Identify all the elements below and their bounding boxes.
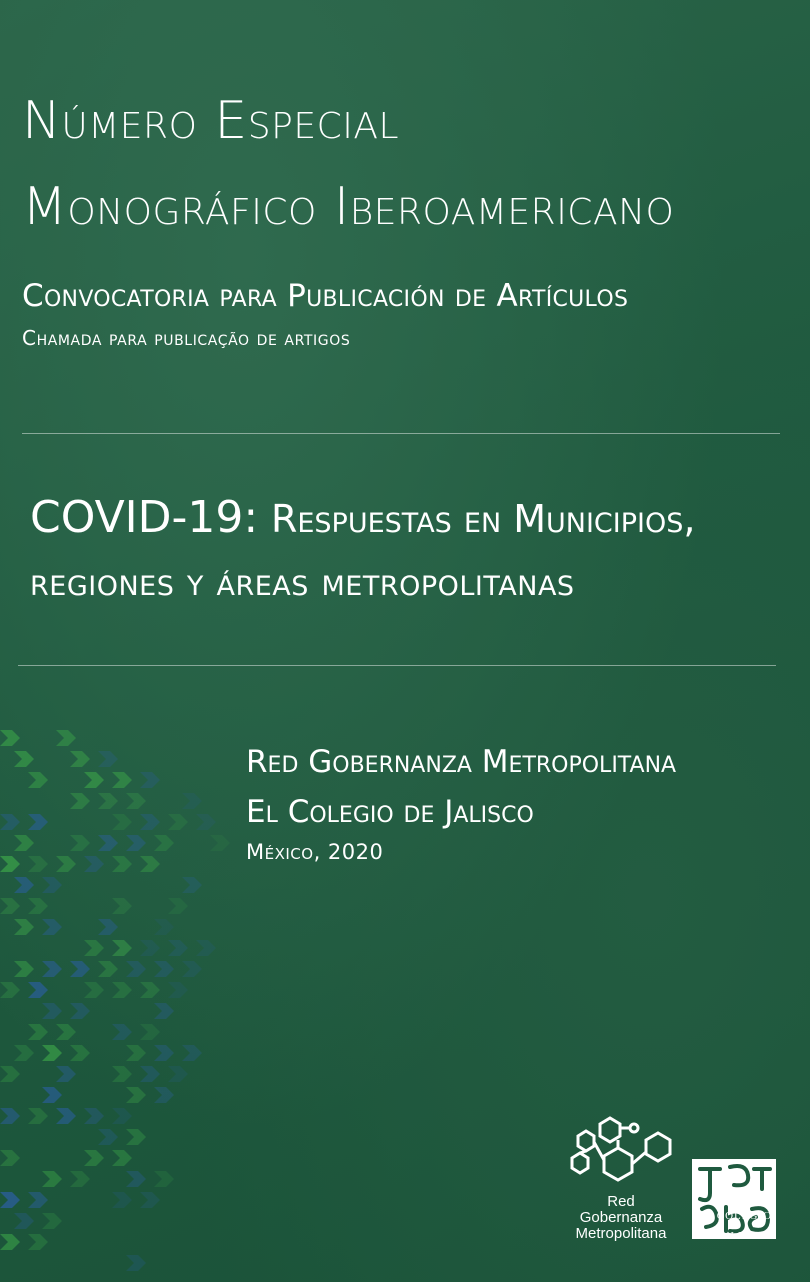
chevron-shape — [28, 856, 48, 872]
colegio-jalisco-logo-text — [690, 1210, 780, 1242]
chevron-shape — [28, 772, 48, 788]
chevron-shape — [56, 1108, 76, 1124]
chevron-shape — [42, 1045, 62, 1061]
chevron-shape — [56, 1024, 76, 1040]
chevron-shape — [168, 1066, 188, 1082]
chevron-shape — [98, 1129, 118, 1145]
chevron-pattern-decoration — [0, 730, 260, 1282]
chevron-shape — [42, 1003, 62, 1019]
chevron-shape — [70, 1003, 90, 1019]
chevron-shape — [112, 814, 132, 830]
chevron-shape — [154, 1003, 174, 1019]
chevron-shape — [112, 856, 132, 872]
divider-top — [22, 433, 780, 434]
chevron-shape — [70, 1171, 90, 1187]
chevron-shape — [168, 940, 188, 956]
chevron-shape — [70, 1045, 90, 1061]
red-logo-line-3: Metropolitana — [575, 1225, 667, 1242]
chevron-shape — [196, 940, 216, 956]
chevron-shape — [0, 1192, 20, 1208]
chevron-shape — [126, 1129, 146, 1145]
chevron-shape — [98, 751, 118, 767]
chevron-shape — [98, 919, 118, 935]
chevron-shape — [140, 814, 160, 830]
chevron-shape — [126, 793, 146, 809]
chevron-shape — [182, 877, 202, 893]
chevron-shape — [140, 856, 160, 872]
chevron-shape — [14, 961, 34, 977]
chevron-shape — [140, 772, 160, 788]
chevron-shape — [112, 982, 132, 998]
chevron-shape — [70, 835, 90, 851]
organizer-red-gobernanza: Red Gobernanza Metropolitana — [246, 744, 677, 780]
chevron-shape — [126, 1171, 146, 1187]
chevron-shape — [182, 961, 202, 977]
divider-bottom — [18, 665, 776, 666]
chevron-shape — [112, 1108, 132, 1124]
chevron-shape — [112, 772, 132, 788]
chevron-shape — [98, 835, 118, 851]
chevron-shape — [70, 751, 90, 767]
chevron-shape — [84, 772, 104, 788]
chevron-shape — [84, 1150, 104, 1166]
chevron-shape — [14, 835, 34, 851]
chevron-shape — [112, 1150, 132, 1166]
chevron-shape — [126, 1255, 146, 1271]
chevron-shape — [42, 877, 62, 893]
title-line-2: Monográfico Iberoamericano — [22, 177, 675, 237]
chevron-shape — [168, 982, 188, 998]
chevron-shape — [126, 1045, 146, 1061]
chevron-shape — [0, 1150, 20, 1166]
red-logo-line-2: Gobernanza — [579, 1209, 663, 1226]
chevron-shape — [168, 898, 188, 914]
chevron-shape — [126, 835, 146, 851]
chevron-shape — [42, 1087, 62, 1103]
chevron-shape — [84, 1108, 104, 1124]
chevron-shape — [140, 1066, 160, 1082]
organizer-colegio-jalisco: El Colegio de Jalisco — [246, 794, 534, 830]
colegio-logo-line-1: EL COLEGIO — [697, 1210, 773, 1222]
chevron-shape — [42, 961, 62, 977]
chevron-shape — [0, 982, 20, 998]
chevron-shape — [14, 1045, 34, 1061]
colegio-jalisco-logo-icon — [690, 1124, 780, 1274]
chevron-shape — [42, 919, 62, 935]
topic-line-2: regiones y áreas metropolitanas — [30, 560, 575, 604]
chevron-shape — [112, 1066, 132, 1082]
chevron-shape — [140, 1024, 160, 1040]
topic-line-1-rest: Respuestas en Municipios, — [270, 497, 696, 541]
chevron-shape — [98, 793, 118, 809]
chevron-shape — [0, 898, 20, 914]
chevron-shape — [196, 814, 216, 830]
chevron-shape — [28, 1024, 48, 1040]
chevron-shape — [112, 898, 132, 914]
place-year: México, 2020 — [246, 840, 384, 864]
chevron-shape — [0, 1108, 20, 1124]
chevron-shape — [28, 1108, 48, 1124]
chevron-shape — [154, 1087, 174, 1103]
chevron-shape — [14, 1213, 34, 1229]
chevron-shape — [56, 856, 76, 872]
chevron-shape — [126, 1087, 146, 1103]
chevron-shape — [112, 940, 132, 956]
topic-prefix: COVID-19: — [30, 492, 259, 543]
chevron-shape — [28, 1234, 48, 1250]
chevron-shape — [0, 814, 20, 830]
chevron-shape — [28, 814, 48, 830]
colegio-logo-line-2: de — [731, 1222, 739, 1230]
red-gobernanza-logo-icon — [558, 1112, 688, 1272]
call-for-papers-es: Convocatoria para Publicación de Artículos — [22, 278, 629, 314]
chevron-shape — [28, 1192, 48, 1208]
chevron-shape — [70, 961, 90, 977]
chevron-shape — [210, 835, 230, 851]
chevron-shape — [0, 1234, 20, 1250]
chevron-shape — [140, 982, 160, 998]
chevron-shape — [168, 814, 188, 830]
chevron-shape — [70, 793, 90, 809]
colegio-logo-line-3: JALISCO — [702, 1230, 768, 1242]
chevron-shape — [154, 1045, 174, 1061]
chevron-shape — [42, 1213, 62, 1229]
chevron-shape — [182, 1045, 202, 1061]
chevron-shape — [140, 940, 160, 956]
title-line-1: Número Especial — [22, 91, 400, 151]
red-gobernanza-logo-text — [552, 1194, 690, 1242]
chevron-shape — [56, 1066, 76, 1082]
call-for-papers-pt: Chamada para publicação de artigos — [22, 326, 351, 350]
chevron-shape — [112, 1192, 132, 1208]
chevron-shape — [182, 793, 202, 809]
chevron-shape — [0, 1066, 20, 1082]
chevron-shape — [154, 835, 174, 851]
chevron-shape — [14, 919, 34, 935]
chevron-shape — [140, 1192, 160, 1208]
chevron-shape — [84, 982, 104, 998]
chevron-shape — [154, 961, 174, 977]
chevron-shape — [84, 856, 104, 872]
chevron-shape — [154, 1171, 174, 1187]
chevron-shape — [98, 961, 118, 977]
chevron-shape — [14, 877, 34, 893]
chevron-shape — [154, 919, 174, 935]
chevron-shape — [14, 751, 34, 767]
chevron-shape — [42, 1171, 62, 1187]
chevron-shape — [56, 730, 76, 746]
red-logo-line-1: Red — [607, 1193, 635, 1210]
chevron-shape — [28, 898, 48, 914]
page-title — [22, 78, 674, 250]
chevron-shape — [112, 1024, 132, 1040]
chevron-shape — [126, 961, 146, 977]
chevron-shape — [0, 856, 20, 872]
chevron-shape — [0, 730, 20, 746]
topic-line-1 — [30, 492, 695, 543]
chevron-shape — [84, 940, 104, 956]
chevron-shape — [28, 982, 48, 998]
